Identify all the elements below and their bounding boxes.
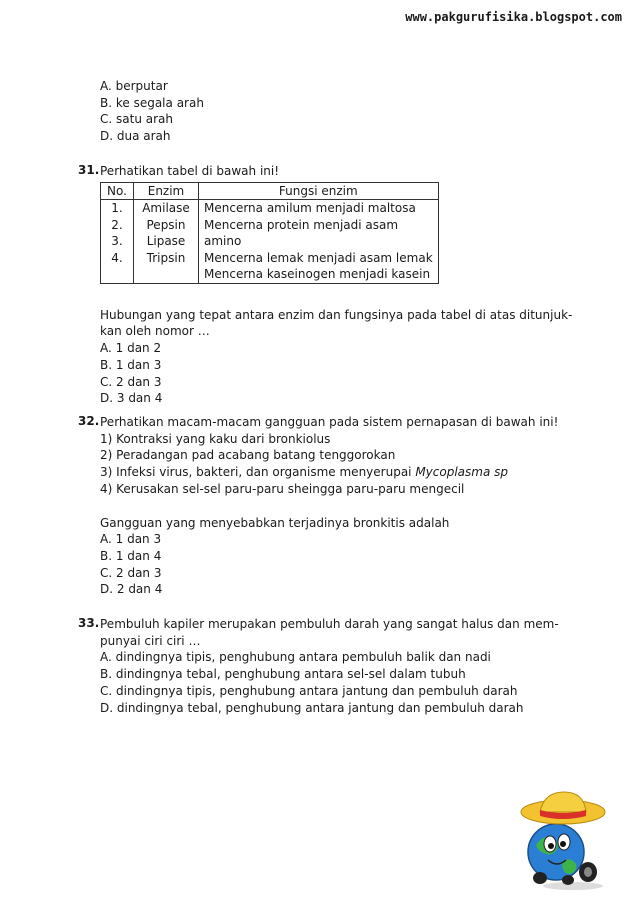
table-cell-enzymes — [134, 200, 199, 284]
question-text-line1: Hubungan yang tepat antara enzim dan fungsinya pada tabel di atas ditunjuk- — [100, 307, 573, 322]
question-number: 32. — [78, 414, 100, 428]
list-item — [100, 464, 568, 481]
list-item: 2) Peradangan pad acabang batang tenggorokan — [100, 448, 396, 463]
question-text-line2: punyai ciri ciri … — [100, 633, 201, 648]
option-b: B. 1 dan 3 — [100, 357, 162, 372]
question-prompt: Perhatikan macam-macam gangguan pada sistem pernapasan di bawah ini! — [100, 415, 559, 429]
table-cell-function: Mencerna amilum menjadi maltosa — [204, 201, 416, 216]
question-prompt: Perhatikan tabel di bawah ini! — [100, 164, 280, 178]
question-number: 31. — [78, 163, 100, 177]
table-cell-numbers — [101, 200, 134, 284]
globe-mascot-icon — [518, 790, 618, 890]
question-33 — [78, 616, 568, 716]
option-a: A. 1 dan 3 — [100, 532, 162, 547]
option-c: C. satu arah — [100, 112, 173, 127]
option-c: C. dindingnya tipis, penghubung antara jantung dan pembuluh darah — [100, 683, 518, 698]
option-d: D. dindingnya tebal, penghubung antara jantung dan pembuluh darah — [100, 700, 524, 715]
table-cell-function: Mencerna lemak menjadi asam lemak — [204, 250, 433, 265]
table-cell-number: 2. — [111, 217, 123, 232]
option-b: B. ke segala arah — [100, 95, 204, 110]
option-b: B. dindingnya tebal, penghubung antara sel-sel dalam tubuh — [100, 667, 466, 682]
question-text-line2: kan oleh nomor … — [100, 324, 210, 339]
option-c: C. 2 dan 3 — [100, 565, 162, 580]
option-a: A. berputar — [100, 79, 168, 93]
table-cell-number: 4. — [111, 250, 123, 265]
table-cell-function: Mencerna kaseinogen menjadi kasein — [204, 267, 431, 282]
table-cell-enzyme: Pepsin — [146, 217, 186, 232]
table-cell-number: 3. — [111, 234, 123, 249]
question-text: Gangguan yang menyebabkan terjadinya bronkitis adalah — [100, 515, 450, 530]
question-number: 33. — [78, 616, 100, 630]
list-item-text: 3) Infeksi virus, bakteri, dan organisme menyerupai — [100, 465, 416, 480]
table-cell-functions — [199, 200, 439, 284]
table-cell-enzyme: Amilase — [142, 201, 190, 216]
list-item: 1) Kontraksi yang kaku dari bronkiolus — [100, 431, 331, 446]
list-item: 4) Kerusakan sel-sel paru-paru sheingga paru-paru mengecil — [100, 481, 465, 496]
question-text-line1: Pembuluh kapiler merupakan pembuluh darah yang sangat halus dan mem- — [100, 617, 559, 631]
option-b: B. 1 dan 4 — [100, 548, 162, 563]
table-cell-function: Mencerna protein menjadi asam — [204, 217, 399, 232]
header-url: www.pakgurufisika.blogspot.com — [405, 10, 622, 24]
option-d: D. 2 dan 4 — [100, 582, 163, 597]
question-31 — [78, 163, 573, 407]
option-a: A. dindingnya tipis, penghubung antara pembuluh balik dan nadi — [100, 650, 491, 665]
table-cell-enzyme: Lipase — [146, 234, 186, 249]
list-item-italic: Mycoplasma sp — [415, 465, 509, 480]
option-d: D. dua arah — [100, 129, 171, 144]
table-cell-number: 1. — [111, 201, 123, 216]
table-header-no: No. — [101, 182, 134, 200]
option-c: C. 2 dan 3 — [100, 374, 162, 389]
table-cell-function: amino — [204, 234, 242, 249]
table-header-enzim: Enzim — [134, 182, 199, 200]
question-32 — [78, 414, 568, 598]
option-a: A. 1 dan 2 — [100, 341, 162, 356]
option-d: D. 3 dan 4 — [100, 391, 163, 406]
prev-question-options — [100, 78, 204, 145]
table-cell-enzyme: Tripsin — [146, 250, 186, 265]
table-header-row — [101, 182, 439, 200]
table-header-fungsi: Fungsi enzim — [199, 182, 439, 200]
table-row — [101, 200, 439, 284]
enzyme-table — [100, 182, 439, 284]
